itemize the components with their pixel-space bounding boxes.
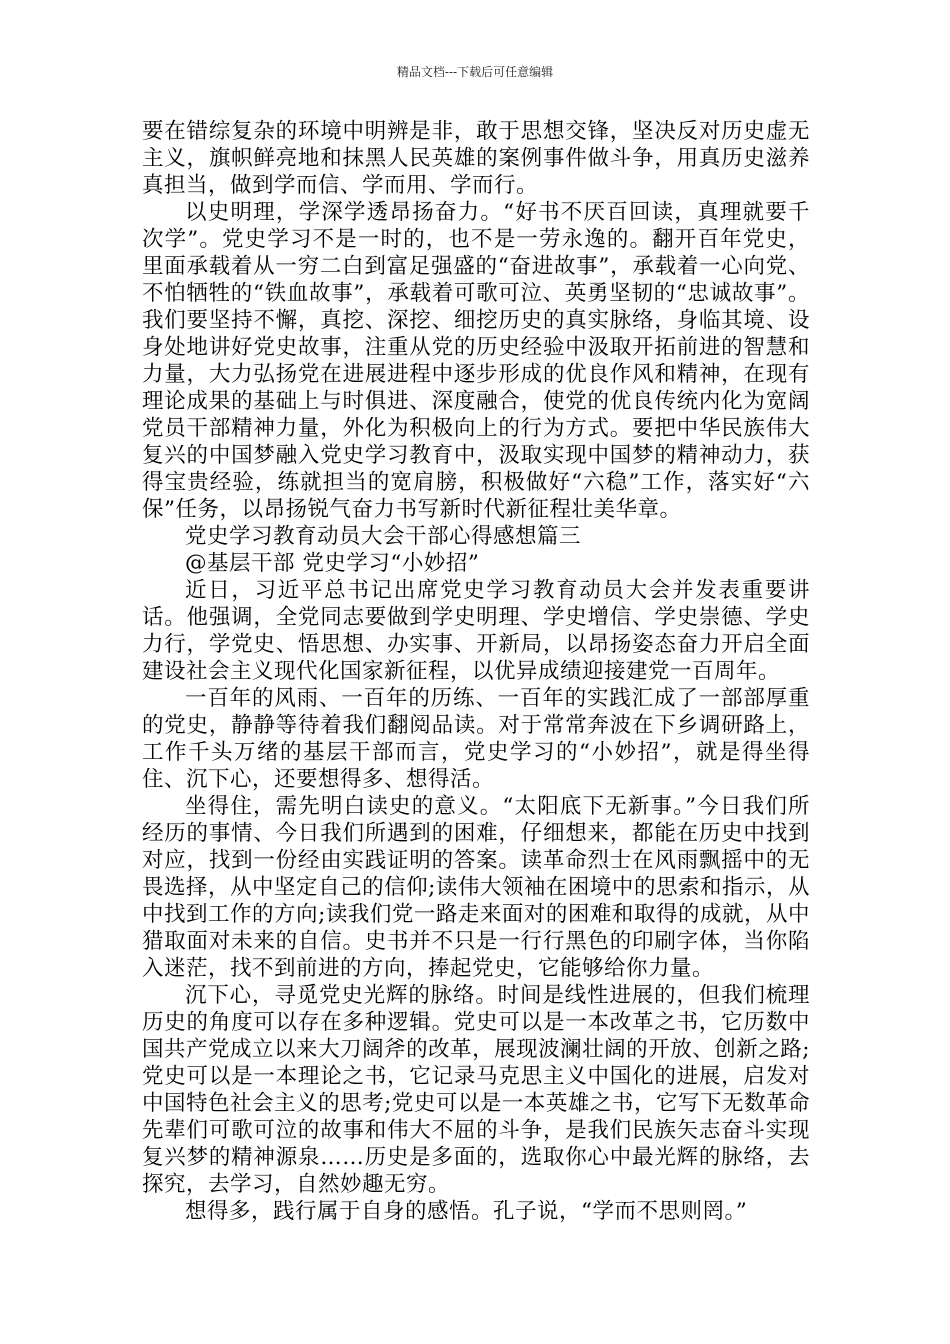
- paragraph: 想得多，践行属于自身的感悟。孔子说，“学而不思则罔。”: [185, 1199, 748, 1224]
- document-body: [142, 118, 810, 1225]
- paragraph: 以史明理，学深学透昂扬奋力。“好书不厌百回读，真理就要千次学”。党史学习不是一时的，也不是一劳永逸的。翻开百年党史，里面承载着从一穷二白到富足强盛的“奋进故事”，承载着一心向党、不怕牺牲的“铁血故事”，承载着可歌可泣、英勇坚韧的“忠诚故事”。我们要坚持不懈，真挖、深挖、细挖历史的真实脉络，身临其境、设身处地讲好党史故事，注重从党的历史经验中汲取开拓前进的智慧和力量，大力弘扬党在进展进程中逐步形成的优良作风和精神，在现有理论成果的基础上与时俱进、深度融合，使党的优良传统内化为宽阔党员干部精神力量，外化为积极向上的行为方式。要把中华民族伟大复兴的中国梦融入党史学习教育中，汲取实现中国梦的精神动力，获得宝贵经验，练就担当的宽肩膀，积极做好“六稳”工作，落实好“六保”任务，以昂扬锐气奋力书写新时代新征程壮美华章。: [142, 200, 810, 522]
- paragraph: 坐得住，需先明白读史的意义。“太阳底下无新事。”今日我们所经历的事情、今日我们所遇到的困难，仔细想来，都能在历史中找到对应，找到一份经由实践证明的答案。读革命烈士在风雨飘摇中的无畏选择，从中坚定自己的信仰;读伟大领袖在困境中的思索和指示，从中找到工作的方向;读我们党一路走来面对的困难和取得的成就，从中猎取面对未来的自信。史书并不只是一行行黑色的印刷字体，当你陷入迷茫，找不到前进的方向，捧起党史，它能够给你力量。: [142, 794, 810, 981]
- paragraph-continued: 要在错综复杂的环境中明辨是非，敢于思想交锋，坚决反对历史虚无主义，旗帜鲜亮地和抹黑人民英雄的案例事件做斗争，用真历史滋养真担当，做到学而信、学而用、学而行。: [142, 119, 810, 198]
- section-title: 党史学习教育动员大会干部心得感想篇三: [185, 524, 582, 549]
- paragraph: 近日，习近平总书记出席党史学习教育动员大会并发表重要讲话。他强调，全党同志要做到学史明理、学史增信、学史崇德、学史力行，学党史、悟思想、办实事、开新局，以昂扬姿态奋力开启全面建设社会主义现代化国家新征程，以优异成绩迎接建党一百周年。: [142, 578, 810, 684]
- paragraph: 一百年的风雨、一百年的历练、一百年的实践汇成了一部部厚重的党史，静静等待着我们翻阅品读。对于常常奔波在下乡调研路上，工作千头万绪的基层干部而言，党史学习的“小妙招”，就是得坐得住、沉下心，还要想得多、想得活。: [142, 686, 810, 792]
- page-header: 精品文档---下载后可任意编辑: [396, 65, 554, 79]
- section-subtitle: @基层干部 党史学习“小妙招”: [185, 551, 480, 576]
- paragraph: 沉下心，寻觅党史光辉的脉络。时间是线性进展的，但我们梳理历史的角度可以存在多种逻辑。党史可以是一本改革之书，它历数中国共产党成立以来大刀阔斧的改革，展现波澜壮阔的开放、创新之路;党史可以是一本理论之书，它记录马克思主义中国化的进展，启发对中国特色社会主义的思考;党史可以是一本英雄之书，它写下无数革命先辈们可歌可泣的故事和伟大不屈的斗争，是我们民族矢志奋斗实现复兴梦的精神源泉……历史是多面的，选取你心中最光辉的脉络，去探究，去学习，自然妙趣无穷。: [142, 983, 810, 1197]
